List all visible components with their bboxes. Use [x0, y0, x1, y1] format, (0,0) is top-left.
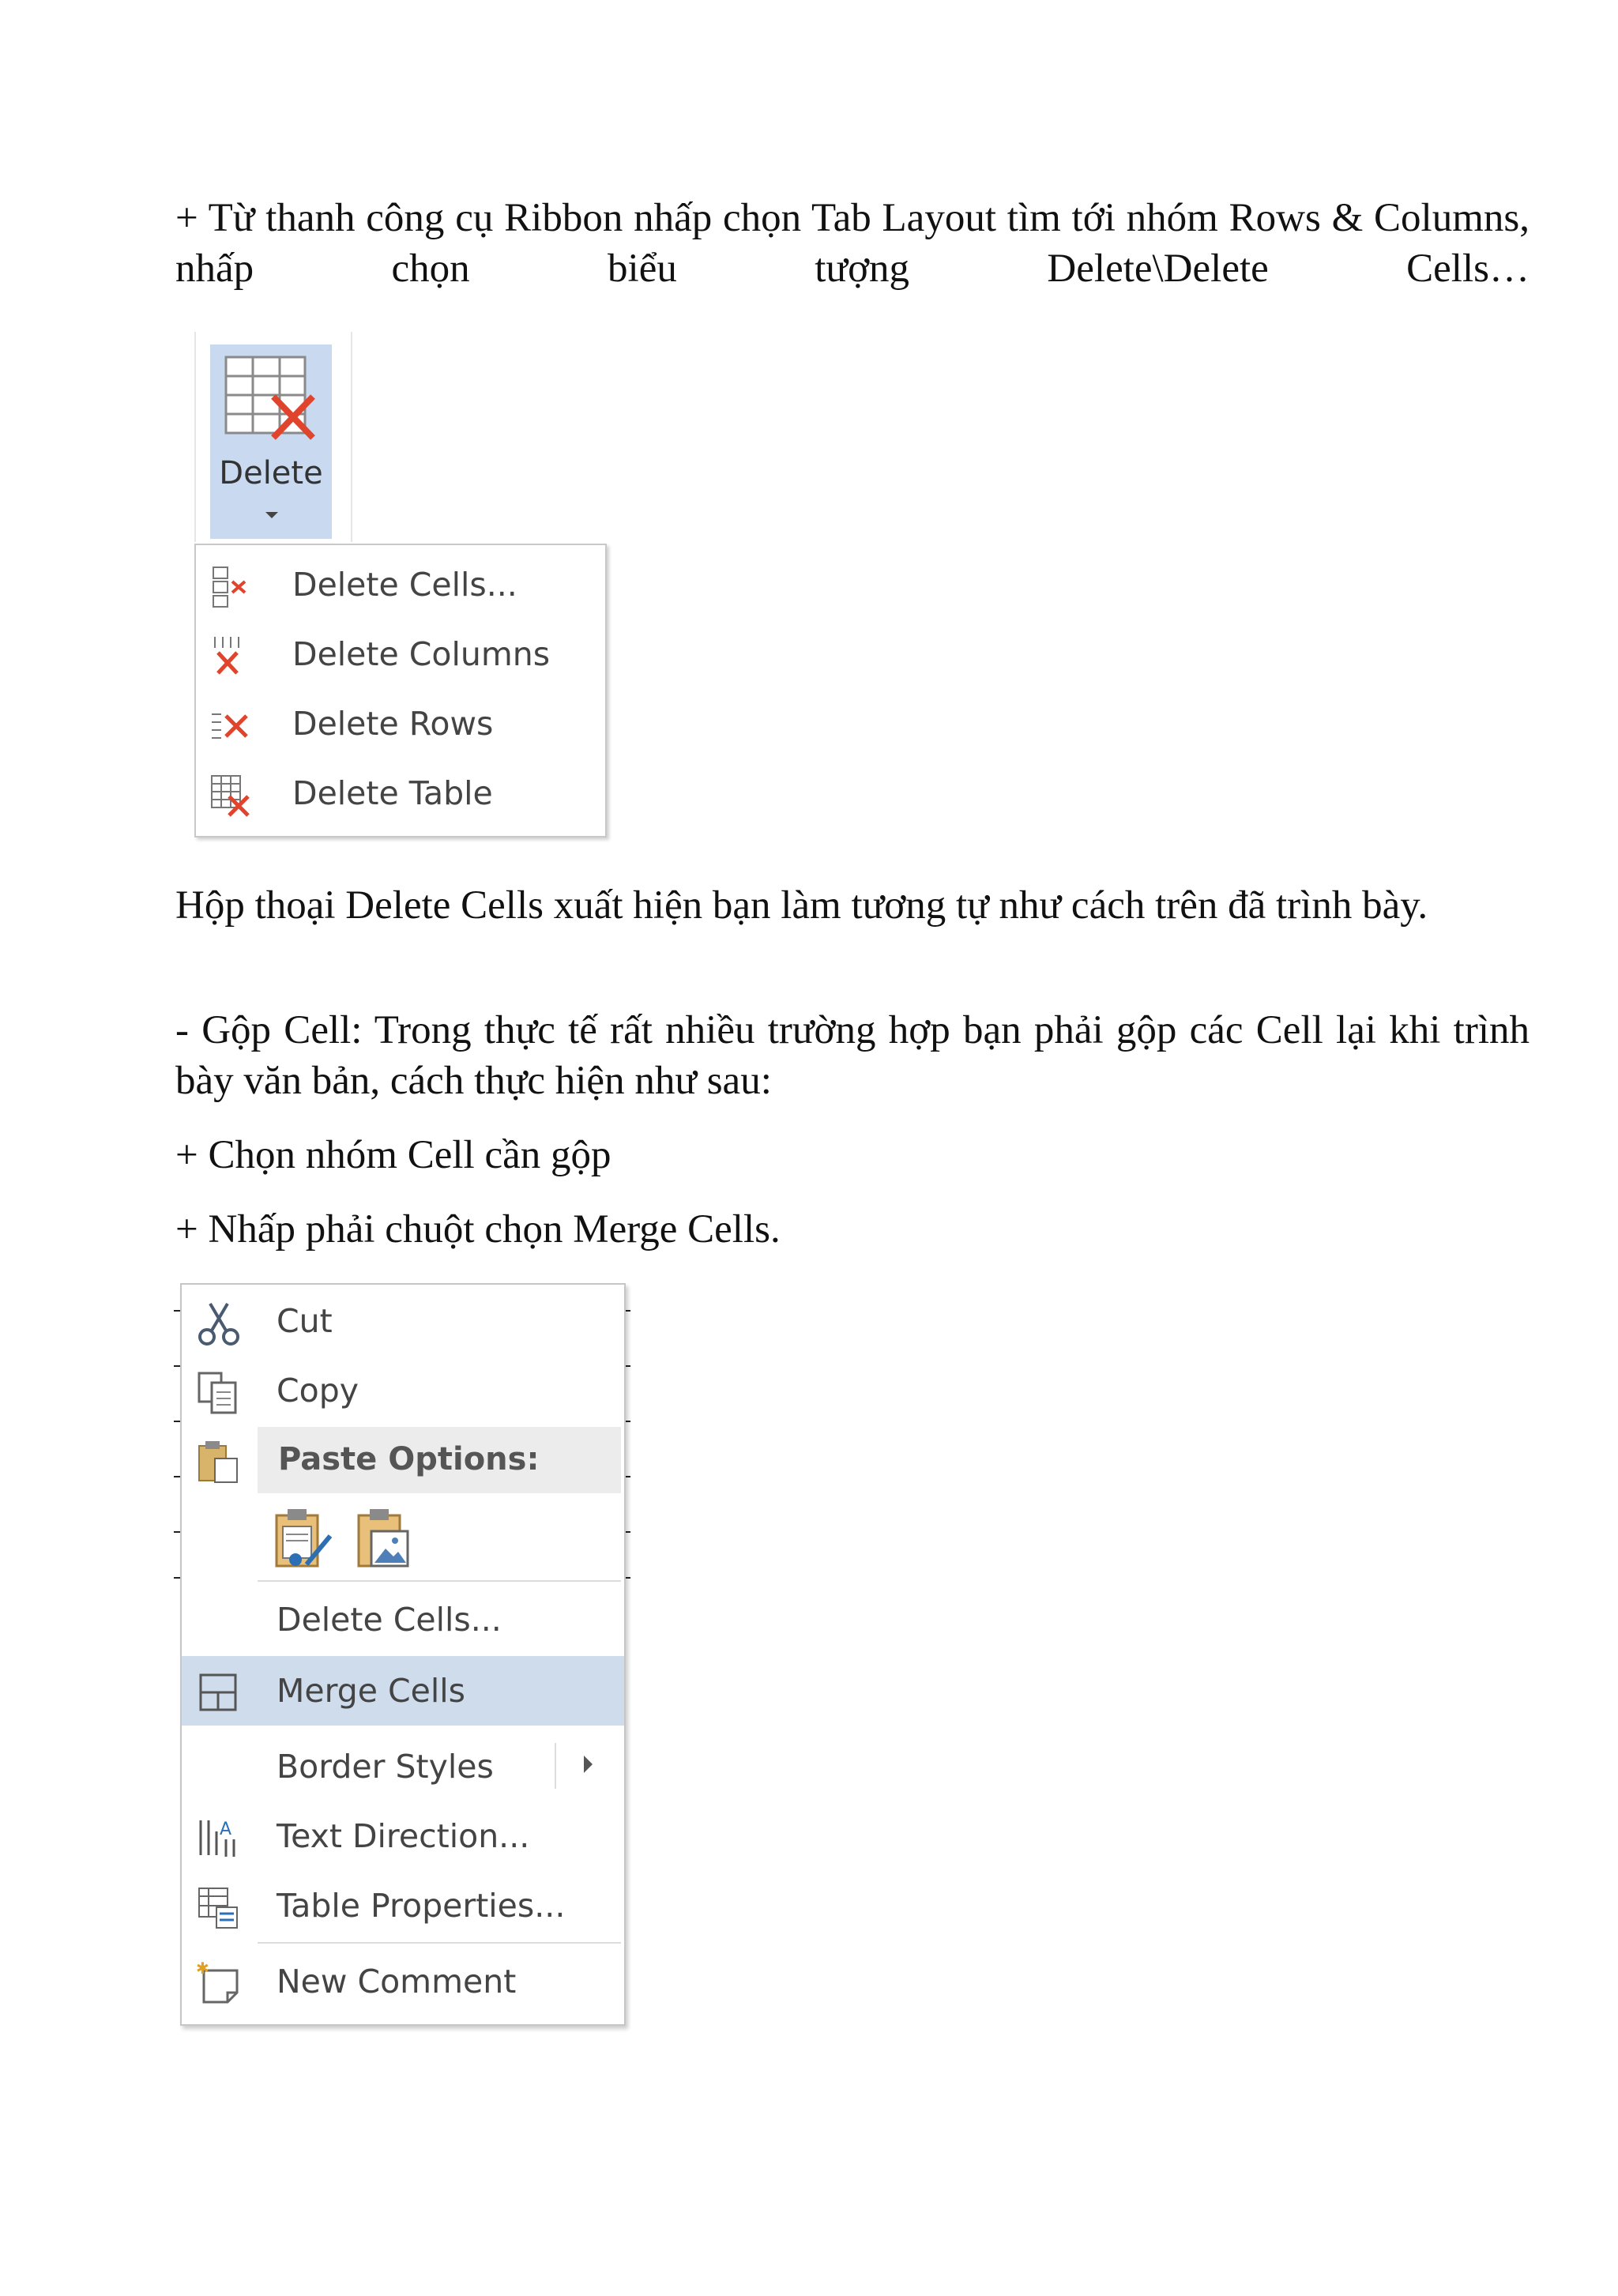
context-item-table-properties[interactable] [182, 1871, 624, 1939]
chevron-down-icon [265, 512, 278, 518]
context-item-label: Border Styles [277, 1748, 494, 1786]
paste-options-header [258, 1427, 621, 1493]
menu-item-delete-rows[interactable] [196, 691, 605, 758]
context-item-merge-cells[interactable] [182, 1656, 624, 1726]
submenu-divider [555, 1743, 556, 1789]
context-item-label: Copy [277, 1372, 359, 1410]
context-item-border-styles[interactable] [182, 1732, 624, 1800]
context-item-label: Table Properties... [277, 1887, 566, 1925]
menu-item-label: Delete Columns [292, 635, 551, 673]
paragraph-4: + Chọn nhóm Cell cần gộp [175, 1133, 611, 1177]
text-direction-icon [196, 1816, 242, 1861]
menu-item-label: Delete Table [292, 774, 493, 812]
delete-columns-icon [209, 634, 253, 678]
menu-item-label: Delete Cells... [292, 566, 517, 604]
delete-rows-icon [209, 703, 253, 747]
paste-options-label: Paste Options: [278, 1441, 540, 1477]
context-menu [180, 1283, 626, 2026]
svg-text:A: A [220, 1820, 232, 1839]
menu-item-delete-table[interactable] [196, 760, 605, 828]
context-item-label: Cut [277, 1302, 333, 1340]
copy-icon [196, 1370, 242, 1416]
scissors-icon [196, 1300, 242, 1346]
context-item-new-comment[interactable] [182, 1947, 624, 2015]
menu-item-delete-columns[interactable] [196, 621, 605, 689]
delete-button[interactable] [210, 344, 332, 539]
new-comment-icon [196, 1961, 242, 2007]
context-item-label: Text Direction... [277, 1817, 530, 1855]
context-item-label: Delete Cells... [277, 1601, 502, 1639]
paste-keep-formatting-icon[interactable] [272, 1507, 335, 1571]
menu-item-delete-cells[interactable] [196, 551, 605, 619]
delete-button-label: Delete [219, 455, 323, 491]
menu-item-label: Delete Rows [292, 705, 494, 743]
paragraph-5: + Nhấp phải chuột chọn Merge Cells. [175, 1207, 781, 1252]
merge-cells-icon [196, 1670, 242, 1716]
chevron-right-icon [584, 1756, 593, 1773]
svg-text:✱: ✱ [196, 1961, 209, 1978]
table-properties-icon [196, 1885, 242, 1931]
context-item-label: New Comment [277, 1963, 517, 2001]
menu-separator [258, 1942, 621, 1944]
context-item-delete-cells[interactable] [182, 1585, 624, 1653]
paragraph-1: + Từ thanh công cụ Ribbon nhấp chọn Tab Layout tìm tới nhóm Rows & Columns, nhấp chọn biểu tượng Delete\Delete Cells… [175, 196, 1530, 291]
context-item-label: Merge Cells [277, 1672, 466, 1710]
paragraph-1-line-1 [175, 193, 1530, 294]
context-item-copy[interactable] [182, 1356, 624, 1424]
context-item-text-direction[interactable] [182, 1801, 624, 1869]
delete-cells-icon [209, 564, 253, 608]
delete-table-icon [224, 356, 318, 442]
context-item-cut[interactable] [182, 1286, 624, 1354]
menu-separator [258, 1580, 621, 1582]
delete-table-icon [209, 773, 253, 817]
paragraph-2: Hộp thoại Delete Cells xuất hiện bạn làm tương tự như cách trên đã trình bày. [175, 883, 1428, 928]
delete-dropdown-menu [194, 544, 607, 837]
paste-picture-icon[interactable] [354, 1507, 417, 1571]
paragraph-3: - Gộp Cell: Trong thực tế rất nhiều trường hợp bạn phải gộp các Cell lại khi trình bày văn bản, cách thực hiện như sau: [175, 1008, 1530, 1103]
clipboard-icon [196, 1440, 242, 1485]
